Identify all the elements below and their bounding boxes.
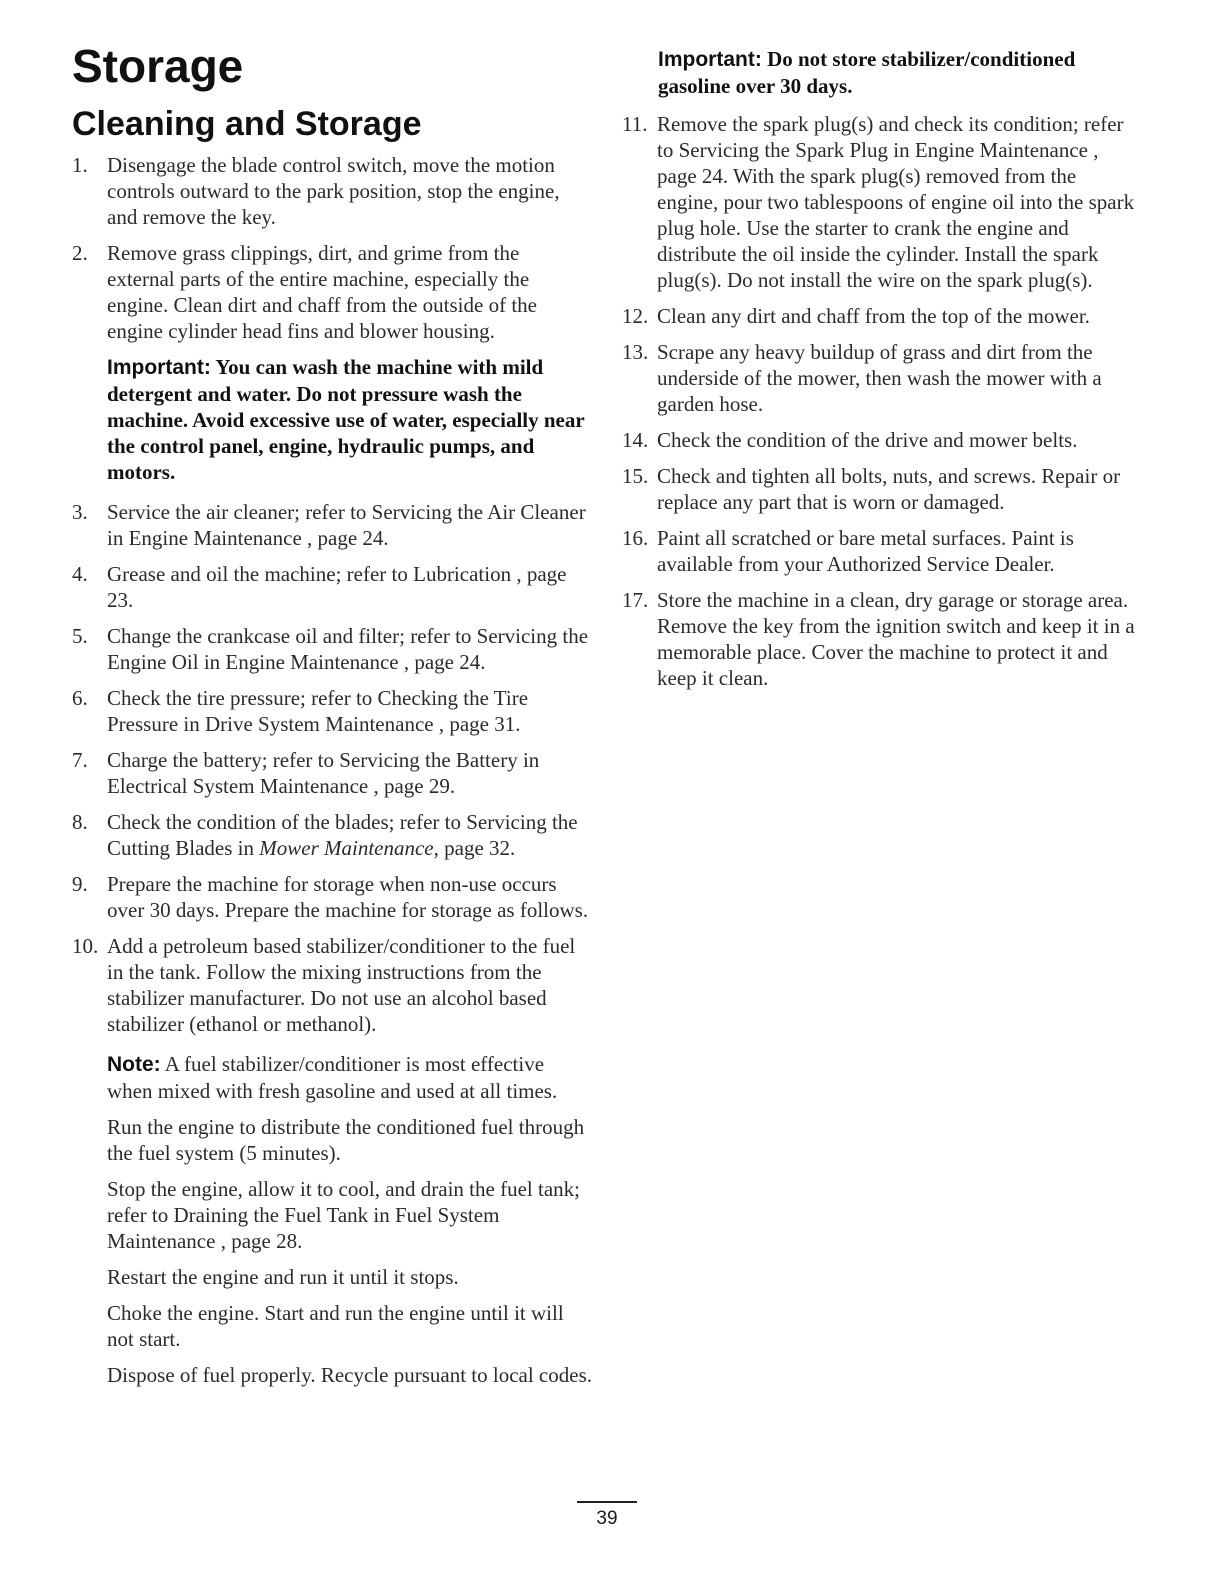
- page-number: 39: [596, 1508, 618, 1529]
- important-text: You can wash the machine with mild detergent and water. Do not pressure wash the machine. Avoid excessive use of water, especially near the control panel, engine, hydraulic pumps, and motors.: [107, 355, 585, 484]
- list-item: [72, 499, 592, 551]
- list-item: [622, 427, 1142, 453]
- step-text: Remove grass clippings, dirt, and grime from the external parts of the entire machine, especially the engine. Clean dirt and chaff from the outside of the engine cylinder head fins and blower housing.: [107, 241, 537, 343]
- important-text: Do not store stabilizer/conditioned gasoline over 30 days.: [658, 47, 1076, 98]
- list-item: [622, 339, 1142, 417]
- important-notice-washing: [72, 354, 592, 485]
- list-item: [72, 871, 592, 923]
- step-list-1: [72, 152, 592, 344]
- step-number: 9.: [72, 872, 88, 896]
- step-text: Service the air cleaner; refer to Servicing the Air Cleaner in Engine Maintenance , page 24.: [107, 500, 586, 550]
- important-notice-gasoline: [622, 46, 1142, 99]
- step-text: Charge the battery; refer to Servicing the Battery in Electrical System Maintenance , page 29.: [107, 748, 540, 798]
- step-number: 2.: [72, 241, 88, 265]
- step-text: Grease and oil the machine; refer to Lubrication , page 23.: [107, 562, 567, 612]
- step-text: Change the crankcase oil and filter; refer to Servicing the Engine Oil in Engine Maintenance , page 24.: [107, 624, 589, 674]
- step-number: 1.: [72, 153, 88, 177]
- step-number: 16.: [622, 526, 649, 550]
- step-text: Clean any dirt and chaff from the top of the mower.: [657, 304, 1090, 328]
- step-text: Remove the spark plug(s) and check its condition; refer to Servicing the Spark Plug in Engine Maintenance , page 24. With the spark plug(s) removed from the engine, pour two tablespoons of engine oil into the spark plug hole. Use the starter to crank the engine and distribute the oil inside the cylinder. Install the spark plug(s). Do not install the wire on the spark plug(s).: [657, 112, 1135, 292]
- step-text: Check the condition of the drive and mower belts.: [657, 428, 1078, 452]
- step-number: 4.: [72, 562, 88, 586]
- list-item: [72, 685, 592, 737]
- list-item: [622, 587, 1142, 691]
- step-text: Check the tire pressure; refer to Checking the Tire Pressure in Drive System Maintenance , page 31.: [107, 686, 529, 736]
- list-item: [72, 747, 592, 799]
- sub-paragraph: Run the engine to distribute the conditioned fuel through the fuel system (5 minutes).: [107, 1115, 585, 1165]
- step-number: 12.: [622, 304, 649, 328]
- list-item: [72, 152, 592, 230]
- step-list-2: [72, 499, 592, 1037]
- sub-paragraph: Dispose of fuel properly. Recycle pursuant to local codes.: [107, 1363, 592, 1387]
- step-text: Prepare the machine for storage when non-use occurs over 30 days. Prepare the machine for storage as follows.: [107, 872, 589, 922]
- list-item: [72, 561, 592, 613]
- step-text-italic: Mower Maintenance: [259, 836, 434, 860]
- step-number: 5.: [72, 624, 88, 648]
- step-text: Disengage the blade control switch, move the motion controls outward to the park position, stop the engine, and remove the key.: [107, 153, 560, 229]
- step-text: Add a petroleum based stabilizer/conditioner to the fuel in the tank. Follow the mixing instructions from the stabilizer manufacturer. Do not use an alcohol based stabilizer (ethanol or methanol).: [107, 934, 576, 1036]
- list-item: [622, 525, 1142, 577]
- step-number: 15.: [622, 464, 649, 488]
- step-number: 11.: [622, 112, 648, 136]
- step-text-before: Check the condition of the blades; refer to Servicing the Cutting Blades in: [107, 810, 578, 860]
- list-item: [622, 111, 1142, 293]
- right-column: [622, 46, 1142, 701]
- list-item: [72, 623, 592, 675]
- note-fuel-stabilizer: [72, 1051, 592, 1104]
- important-label: Important:: [107, 356, 211, 379]
- sub-paragraph: Choke the engine. Start and run the engine until it will not start.: [107, 1301, 564, 1351]
- step-number: 7.: [72, 748, 88, 772]
- step-number: 3.: [72, 500, 88, 524]
- section-title: Cleaning and Storage: [72, 105, 422, 143]
- list-item: [72, 933, 592, 1037]
- step-text: Check and tighten all bolts, nuts, and screws. Repair or replace any part that is worn or damaged.: [657, 464, 1121, 514]
- step-text: Paint all scratched or bare metal surfaces. Paint is available from your Authorized Service Dealer.: [657, 526, 1074, 576]
- sub-paragraph: Restart the engine and run it until it stops.: [107, 1265, 459, 1289]
- list-item: [622, 303, 1142, 329]
- step-text-after: , page 32.: [433, 836, 516, 860]
- page-title: Storage: [72, 40, 244, 92]
- step-number: 17.: [622, 588, 649, 612]
- sub-paragraph: Stop the engine, allow it to cool, and drain the fuel tank; refer to Draining the Fuel Tank in Fuel System Maintenance , page 28.: [107, 1177, 580, 1253]
- step-list-3: [622, 111, 1142, 691]
- step-number: 14.: [622, 428, 649, 452]
- page-number-rule: [577, 1501, 637, 1503]
- note-text: A fuel stabilizer/conditioner is most effective when mixed with fresh gasoline and used at all times.: [107, 1052, 558, 1103]
- important-label: Important:: [658, 48, 762, 71]
- step-number: 8.: [72, 810, 88, 834]
- step-number: 13.: [622, 340, 649, 364]
- list-item: [622, 463, 1142, 515]
- list-item: [72, 809, 592, 861]
- step-text: Store the machine in a clean, dry garage or storage area. Remove the key from the ignition switch and keep it in a memorable place. Cover the machine to protect it and keep it clean.: [657, 588, 1135, 690]
- note-label: Note:: [107, 1053, 161, 1076]
- step-text: Scrape any heavy buildup of grass and dirt from the underside of the mower, then wash the mower with a garden hose.: [657, 340, 1102, 416]
- step-number: 6.: [72, 686, 88, 710]
- list-item: [72, 240, 592, 344]
- left-column: [72, 38, 592, 1398]
- step-number: 10.: [72, 934, 99, 958]
